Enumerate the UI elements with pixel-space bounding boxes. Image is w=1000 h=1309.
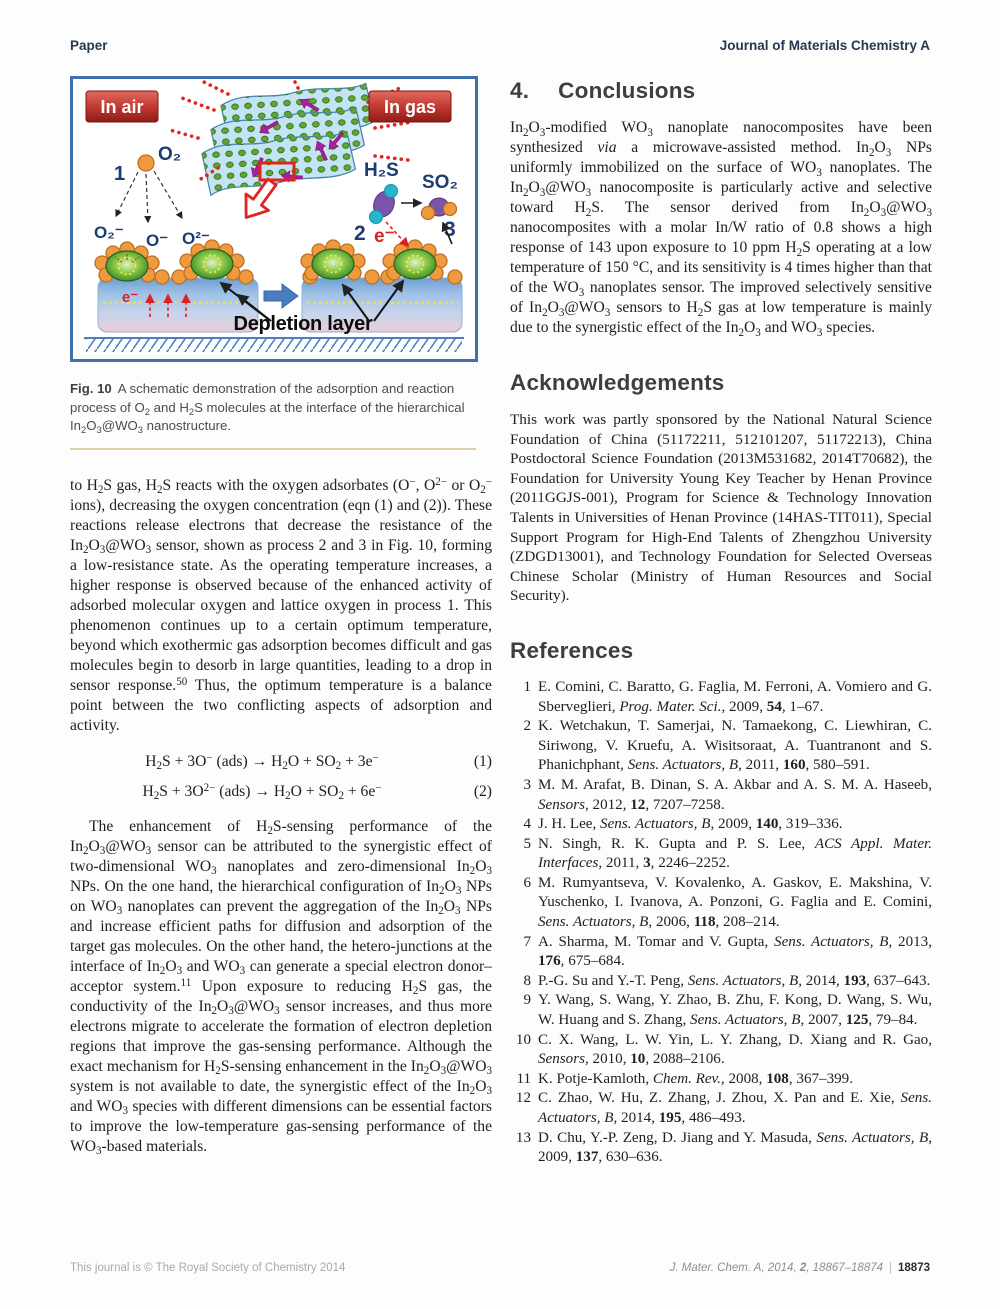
- in-air-label: In air: [100, 97, 144, 117]
- left-column: [70, 76, 492, 1157]
- so2-oxygen: [444, 203, 457, 216]
- reference-text: K. Wetchakun, T. Samerjai, N. Tamaekong, C. Liewhiran, C. Siriwong, V. Kruefu, A. Wisitsoraat, A. Tuantranont and S. Phanichphant, Sens. Actuators, B, 2011, 160, 580–591.: [538, 718, 932, 774]
- process-1-label: 1: [114, 163, 126, 185]
- reference-text: E. Comini, C. Baratto, G. Faglia, M. Ferroni, A. Vomiero and G. Sberveglieri, Prog. Mater. Sci., 2009, 54, 1–67.: [538, 678, 932, 715]
- equation-row: [70, 783, 492, 801]
- reference-text: N. Singh, R. K. Gupta and P. S. Lee, ACS Appl. Mater. Interfaces, 2011, 3, 2246–2252.: [538, 835, 932, 872]
- footer-separator: |: [889, 1262, 893, 1274]
- reference-item: [510, 835, 932, 874]
- equation-body: $H_2S + 3O^-$ $(ads) \to H_2O + SO_2 + 3e^-$: [145, 751, 379, 773]
- conclusions-heading: [510, 78, 932, 104]
- reference-text: M. M. Arafat, B. Dinan, S. A. Akbar and A. S. M. A. Haseeb, Sensors, 2012, 12, 7207–7258.: [538, 776, 932, 813]
- in-gas-label: In gas: [383, 97, 437, 117]
- reference-number: 12: [515, 1090, 531, 1107]
- reference-item: [510, 1031, 932, 1070]
- section-title: Acknowledgements: [510, 370, 725, 395]
- conclusions-text: $In_2O_3$-modified $WO_3$ nanoplate nanocomposites have been synthesized via a microwave-assisted method. $In_2O_3$ NPs uniformly immobilized on the surface of $WO_3$ nanoplates. The $In_2O_3@WO_3$ nanocomposite is particularly active and selective toward $H_2S$. The sensor derived from $In_2O_3@WO_3$ nanocomposites with a molar In/W ratio of 0.8 shows a high response of 143 upon exposure to 10 ppm $H_2S$ operating at a low temperature of 150 °C, and its sensitivity is 4 times higher than that of the $WO_3$ nanoplates sensor. The improved selectively sensitive of $In_2O_3@WO_3$ sensors to $H_2S$ gas at low temperature is mainly due to the synergistic effect of the $In_2O_3$ and $WO_3$ species.: [510, 119, 933, 339]
- references-heading: [510, 638, 932, 664]
- reference-item: [510, 678, 932, 717]
- o2-molecule: [138, 155, 154, 171]
- caption-rule: [70, 448, 476, 450]
- reference-item: [510, 1129, 932, 1168]
- page-header: [70, 38, 930, 53]
- reference-number: 10: [515, 1031, 531, 1048]
- section-number: 4.: [510, 78, 530, 103]
- reference-text: A. Sharma, M. Tomar and V. Gupta, Sens. Actuators, B, 2013, 176, 675–684.: [538, 933, 932, 970]
- body-paragraph-1: to $H_2S$ gas, $H_2S$ reacts with the oxygen adsorbates (O−, $O^{2-}$ or $O_2^-$ ions), decreasing the oxygen concentration (eqn (1) and (2)). These reactions release electrons that decrease the resistance of the $In_2O_3@WO_3$ sensor, shown as process 2 and 3 in Fig. 10, forming a low-resistance state. As the operating temperature increases, a higher response is observed because of the enhanced activity of adsorbed molecular oxygen and lattice oxygen in process 1. This phenomenon continues up to a certain optimum temperature, beyond which exothermic gas adsorption becomes difficult and gas molecules begin to desorb in large quantities, leading to a drop in sensor response.$^{50}$ Thus, the optimum temperature is a balance point between the two conflicting aspects of adsorption and activity.: [70, 475, 492, 734]
- reference-number: 4: [523, 816, 531, 833]
- acknowledgements-heading: [510, 370, 932, 396]
- electron-release-label: e⁻: [374, 226, 395, 247]
- footer-year: , 2014,: [761, 1262, 800, 1274]
- reference-text: M. Rumyantseva, V. Kovalenko, A. Gaskov, E. Makshina, V. Yuschenko, I. Ivanova, A. Ponzoni, G. Faglia and E. Comini, Sens. Actuators, B, 2006, 118, 208–214.: [538, 874, 932, 931]
- figure-caption-label: Fig. 10: [70, 381, 112, 396]
- figure-10-schematic: [70, 76, 478, 362]
- right-column: [510, 76, 932, 1168]
- reference-number: 6: [523, 874, 531, 891]
- equation-number: (2): [473, 782, 492, 800]
- reference-item: [510, 1070, 932, 1090]
- figure-caption-text: A schematic demonstration of the adsorption and reaction process of $O_2$ and $H_2S$ molecules at the interface of the hierarchical $In_2O_3@WO_3$ nanostructure.: [70, 381, 465, 436]
- process-2-label: 2: [354, 222, 366, 245]
- o-ion-label: O⁻: [146, 231, 169, 250]
- reference-text: C. Zhao, W. Hu, Z. Zhang, J. Zhou, X. Pan and E. Xie, Sens. Actuators, B, 2014, 195, 486–493.: [538, 1090, 932, 1126]
- reference-text: K. Potje-Kamloth, Chem. Rev., 2008, 108, 367–399.: [538, 1070, 853, 1087]
- reference-number: 2: [523, 718, 531, 735]
- reference-text: D. Chu, Y.-P. Zeng, D. Jiang and Y. Masuda, Sens. Actuators, B, 2009, 137, 630–636.: [538, 1129, 932, 1166]
- reference-text: P.-G. Su and Y.-T. Peng, Sens. Actuators, B, 2014, 193, 637–643.: [538, 972, 931, 989]
- reference-number: 8: [523, 972, 531, 989]
- reference-number: 5: [523, 835, 531, 852]
- h2s-label: H₂S: [364, 160, 399, 181]
- o2-ion-label: O₂⁻: [94, 223, 124, 242]
- surface-electron-label: e⁻: [121, 289, 139, 306]
- section-title: References: [510, 637, 634, 663]
- depletion-layer-label: Depletion layer: [233, 313, 373, 335]
- h2s-hydrogen: [370, 211, 383, 224]
- footer-volume: 2: [799, 1262, 807, 1274]
- reference-number: 7: [523, 933, 531, 950]
- reference-item: [510, 1089, 932, 1128]
- reference-item: [510, 815, 932, 835]
- acknowledgements-text: This work was partly sponsored by the National Natural Science Foundation of China (51172211, 512101207, 51172213), China Postdoctoral Science Foundation (2013M531682, 2014T70682), the Foundation for University Young Key Teacher by Henan Province (2011GGJS-001), Program for Science & Technology Innovation Talents in Universities of Henan Province (14HAS-TIT011), Special Support Program for High-End Talents of Zhengzhou University (ZDGD13001), and Technology Foundation for Selected Overseas Chinese Scholar (Ministry of Human Resources and Social Security).: [510, 411, 932, 605]
- process-3-label: 3: [444, 218, 456, 241]
- footer-page-number: 18873: [898, 1262, 930, 1274]
- reference-item: [510, 933, 932, 972]
- section-title: Conclusions: [558, 78, 696, 103]
- so2-oxygen: [422, 207, 435, 220]
- reference-item: [510, 717, 932, 776]
- footer-journal: J. Mater. Chem. A: [669, 1262, 762, 1274]
- o2-label: O₂: [158, 144, 182, 165]
- figure-10: [70, 76, 478, 450]
- footer-citation: [670, 1262, 930, 1274]
- page-footer: [70, 1262, 930, 1274]
- reference-item: [510, 972, 932, 992]
- reference-text: J. H. Lee, Sens. Actuators, B, 2009, 140, 319–336.: [538, 816, 843, 833]
- o2minus-ion-label: O²⁻: [182, 229, 210, 248]
- reference-item: [510, 776, 932, 815]
- footer-copyright: This journal is © The Royal Society of Chemistry 2014: [70, 1262, 346, 1274]
- reference-list: [510, 678, 932, 1168]
- equation-row: [70, 753, 492, 771]
- equation-body: $H_2S + 3O^{2-}$ $(ads) \to H_2O + SO_2 + 6e^-$: [142, 781, 382, 803]
- figure-caption: [70, 380, 476, 436]
- body-paragraph-2: The enhancement of $H_2S$-sensing performance of the $In_2O_3@WO_3$ sensor can be attributed to the synergistic effect of two-dimensional $WO_3$ nanoplates and zero-dimensional $In_2O_3$ NPs. On the one hand, the hierarchical configuration of $In_2O_3$ NPs on $WO_3$ nanoplates can prevent the aggregation of the $In_2O_3$ NPs and increase efficient paths for diffusion and adsorption of the target gas molecules. On the other hand, the hetero-junctions at the interface of $In_2O_3$ and $WO_3$ can generate a special electron donor–acceptor system.$^{11}$ Upon exposure to reducing $H_2S$ gas, the conductivity of the $In_2O_3@WO_3$ sensor increases, and thus more electrons migrate to accelerate the formation of electron depletion regions that improve the gas-sensing performance. Although the exact mechanism for $H_2S$-sensing enhancement in the $In_2O_3@WO_3$ system is not available to date, the synergistic effect of the $In_2O_3$ and $WO_3$ species with different dimensions can be essential factors to improve the low-temperature gas-sensing performance of the $WO_3$-based materials.: [70, 817, 492, 1158]
- reference-text: C. X. Wang, L. W. Yin, L. Y. Zhang, D. Xiang and R. Gao, Sensors, 2010, 10, 2088–2106.: [538, 1031, 932, 1068]
- ground-hatch: [86, 339, 462, 352]
- so2-label: SO₂: [422, 172, 458, 193]
- reference-number: 11: [516, 1070, 531, 1087]
- equation-block: [70, 753, 492, 801]
- reference-number: 9: [523, 992, 531, 1009]
- reference-number: 1: [523, 678, 531, 695]
- equation-number: (1): [473, 752, 492, 770]
- reference-item: [510, 874, 932, 933]
- header-journal-title: Journal of Materials Chemistry A: [719, 38, 930, 53]
- reference-number: 13: [515, 1129, 531, 1146]
- reference-item: [510, 991, 932, 1030]
- h2s-hydrogen: [385, 185, 398, 198]
- header-article-type: Paper: [70, 38, 108, 53]
- footer-pages: , 18867–18874: [806, 1262, 884, 1274]
- reference-number: 3: [523, 776, 531, 793]
- reference-text: Y. Wang, S. Wang, Y. Zhao, B. Zhu, F. Kong, D. Wang, S. Wu, W. Huang and S. Zhang, Sens. Actuators, B, 2007, 125, 79–84.: [538, 992, 932, 1029]
